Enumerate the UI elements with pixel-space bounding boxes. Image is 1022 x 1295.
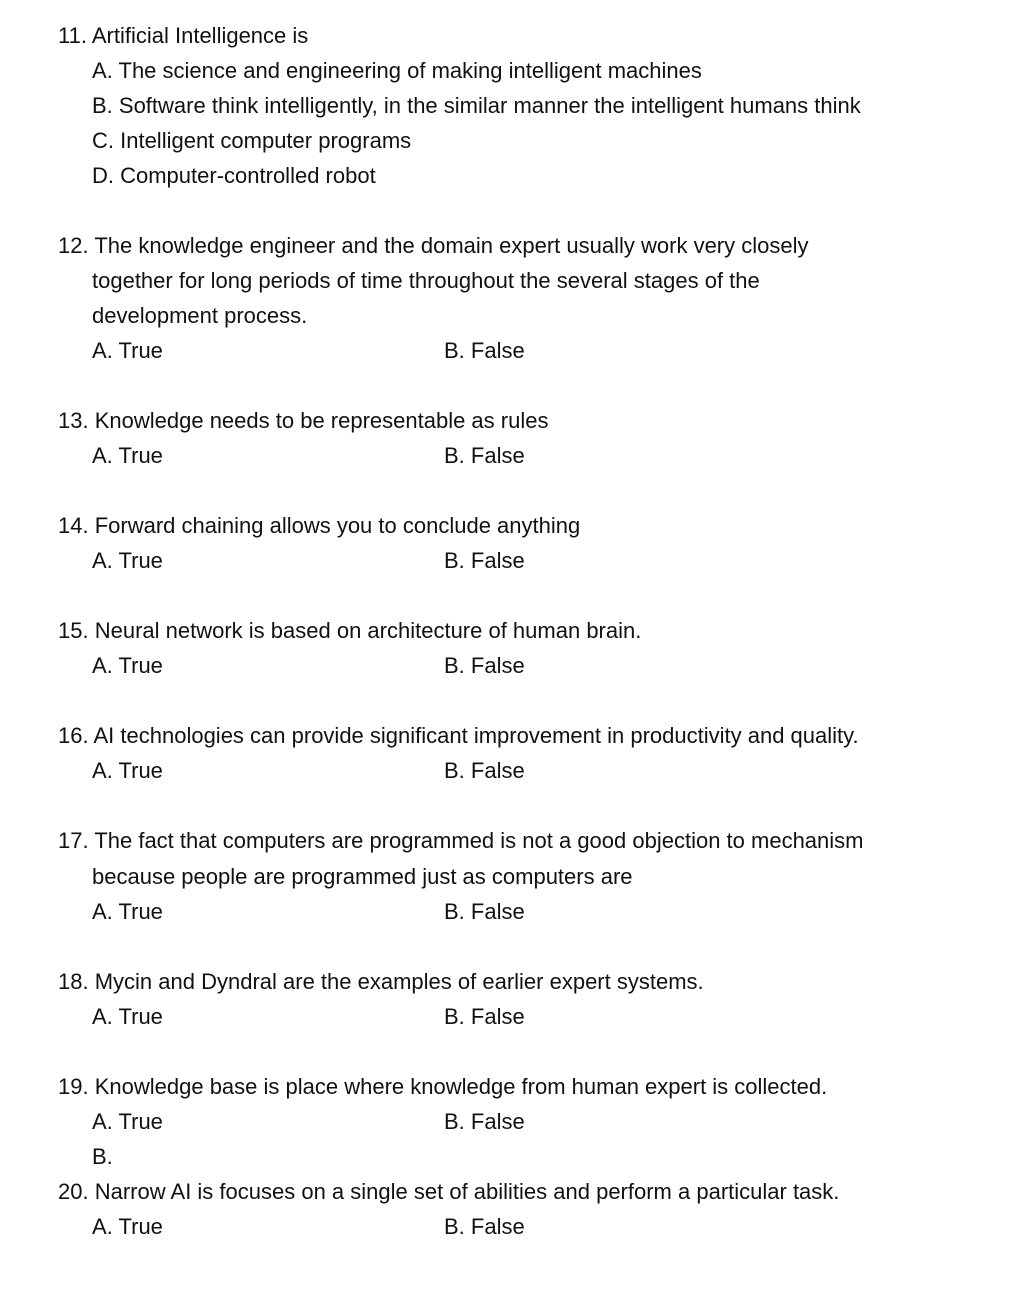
question-13-text: Knowledge needs to be representable as rules <box>94 408 549 433</box>
question-13-number: 13. <box>58 408 89 433</box>
question-18-text: Mycin and Dyndral are the examples of earlier expert systems. <box>94 969 704 994</box>
question-15-option-b: B. False <box>444 653 525 678</box>
question-12-text-line-3: development process. <box>92 303 308 328</box>
question-20-stem <box>58 1174 839 1209</box>
question-19-answer: B. <box>92 1144 113 1169</box>
question-19-option-b: B. False <box>444 1109 525 1134</box>
question-13-stem <box>58 403 548 438</box>
question-11-stem <box>58 18 308 53</box>
question-20-option-b: B. False <box>444 1214 525 1239</box>
question-18-stem <box>58 964 704 999</box>
question-20-text: Narrow AI is focuses on a single set of abilities and perform a particular task. <box>94 1179 840 1204</box>
question-19-text: Knowledge base is place where knowledge from human expert is collected. <box>94 1074 828 1099</box>
question-15-stem <box>58 613 641 648</box>
question-11-option-a: A. The science and engineering of making intelligent machines <box>92 58 702 83</box>
question-13-option-a: A. True <box>92 443 163 468</box>
question-12-option-b: B. False <box>444 338 525 363</box>
question-13-option-b: B. False <box>444 443 525 468</box>
question-15-number: 15. <box>58 618 89 643</box>
question-16-text: AI technologies can provide significant improvement in productivity and quality. <box>93 723 859 748</box>
question-18-option-b: B. False <box>444 1004 525 1029</box>
question-12-number: 12. <box>58 233 89 258</box>
question-15-text: Neural network is based on architecture of human brain. <box>94 618 642 643</box>
question-16-stem <box>58 718 859 753</box>
question-11-option-b: B. Software think intelligently, in the similar manner the intelligent humans think <box>92 93 861 118</box>
question-11-number: 11. <box>58 23 87 48</box>
question-17-stem <box>58 823 864 858</box>
question-20-option-a: A. True <box>92 1214 163 1239</box>
question-17-number: 17. <box>58 828 89 853</box>
question-14-number: 14. <box>58 513 89 538</box>
question-17-option-a: A. True <box>92 899 163 924</box>
question-17-text-line-2: because people are programmed just as computers are <box>92 864 633 889</box>
question-17-option-b: B. False <box>444 899 525 924</box>
question-16-number: 16. <box>58 723 89 748</box>
question-14-text: Forward chaining allows you to conclude anything <box>94 513 581 538</box>
question-18-option-a: A. True <box>92 1004 163 1029</box>
question-12-option-a: A. True <box>92 338 163 363</box>
question-19-number: 19. <box>58 1074 89 1099</box>
question-12-stem <box>58 228 809 263</box>
question-19-option-a: A. True <box>92 1109 163 1134</box>
question-11-option-c: C. Intelligent computer programs <box>92 128 412 153</box>
question-14-option-a: A. True <box>92 548 163 573</box>
question-11-option-d: D. Computer-controlled robot <box>92 163 376 188</box>
question-12-text-line-1: The knowledge engineer and the domain expert usually work very closely <box>94 233 809 258</box>
question-16-option-a: A. True <box>92 758 163 783</box>
question-14-stem <box>58 508 580 543</box>
question-19-stem <box>58 1069 827 1104</box>
question-17-text-line-1: The fact that computers are programmed is not a good objection to mechanism <box>94 828 864 853</box>
question-14-option-b: B. False <box>444 548 525 573</box>
question-15-option-a: A. True <box>92 653 163 678</box>
question-11-text: Artificial Intelligence is <box>91 23 309 48</box>
question-16-option-b: B. False <box>444 758 525 783</box>
question-18-number: 18. <box>58 969 89 994</box>
question-20-number: 20. <box>58 1179 89 1204</box>
question-12-text-line-2: together for long periods of time throughout the several stages of the <box>92 268 760 293</box>
